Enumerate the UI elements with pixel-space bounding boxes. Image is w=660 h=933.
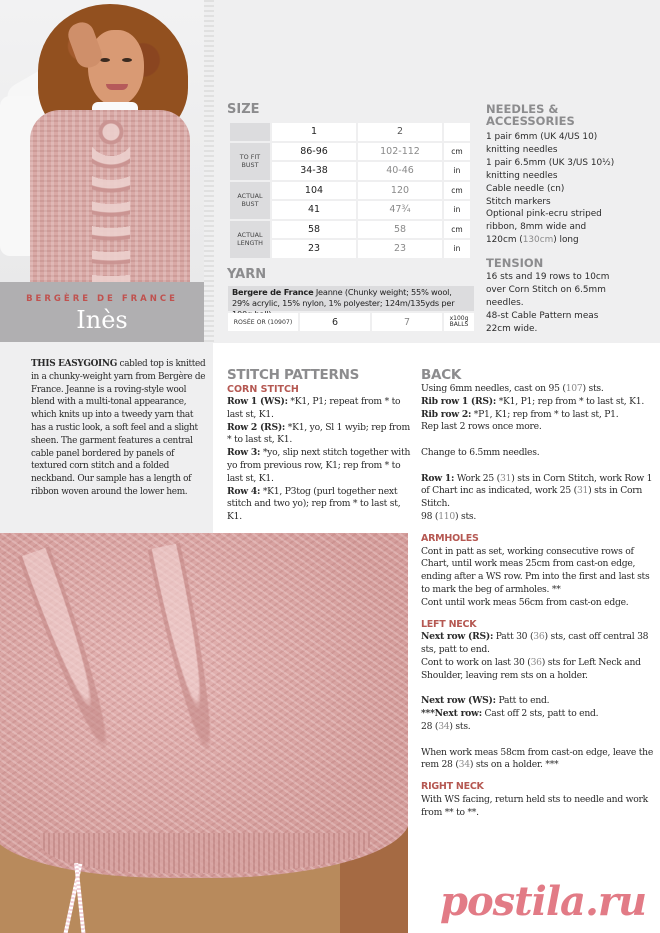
cable-detail bbox=[10, 543, 160, 842]
tension-line: 22cm wide. bbox=[486, 323, 538, 334]
tension-line: over Corn Stitch on 6.5mm bbox=[486, 284, 606, 295]
needles-list bbox=[486, 131, 656, 247]
corn-stitch-heading: CORN STITCH bbox=[227, 384, 299, 395]
left-neck-heading: LEFT NECK bbox=[421, 618, 477, 630]
size-label-cell bbox=[230, 123, 270, 141]
rib-row-1: Rib row 1 (RS): *K1, P1; rep from * to last st, K1. bbox=[421, 395, 645, 407]
tension-line: needles. bbox=[486, 297, 524, 308]
armholes-text-2: Cont until work meas 56cm from cast-on edge. bbox=[421, 596, 629, 608]
pattern-title: Inès bbox=[76, 306, 128, 334]
size-value-1: 34-38 bbox=[272, 162, 356, 180]
needles-item: Stitch markers bbox=[486, 196, 551, 207]
size-row bbox=[230, 143, 470, 161]
size-value-1: 23 bbox=[272, 240, 356, 258]
stitch-row: Row 2 (RS): *K1, yo, Sl 1 wyib; rep from * to last st, K1. bbox=[227, 421, 410, 446]
size-col-1: 1 bbox=[272, 123, 356, 141]
knit-fabric bbox=[0, 533, 408, 878]
needles-item: knitting needles bbox=[486, 170, 558, 181]
back-heading: BACK bbox=[421, 367, 462, 383]
size-unit: cm bbox=[444, 143, 470, 161]
intro-body: cabled top is knitted in a chunky-weight yarn from Bergère de France. Jeanne is a roving-style wool blend with a multi-tonal appearance, which knits up into a tweedy yarn that has a rustic look, a soft feel and a slight sheen. The garment features a central cable panel bordered by panels of textured corn stitch and a folded neckband. Our sample has a length of ribbon woven around the lower hem. bbox=[31, 359, 206, 497]
change-needles-instruction: Change to 6.5mm needles. bbox=[421, 446, 540, 458]
size-unit: cm bbox=[444, 221, 470, 239]
yarn-qty-size-2: 7 bbox=[372, 313, 442, 331]
cable-detail bbox=[139, 541, 250, 845]
size-value-1: 41 bbox=[272, 201, 356, 219]
size-group-label: ACTUAL BUST bbox=[230, 182, 270, 219]
tension-text bbox=[486, 271, 656, 336]
yarn-quantity-row bbox=[228, 313, 474, 331]
title-band bbox=[0, 282, 204, 342]
yarn-details: Jeanne (Chunky weight; 55% wool, 29% acrylic, 15% nylon, 1% polyester; 124m/135yds per bbox=[232, 287, 455, 308]
size-value-2: 58 bbox=[358, 221, 442, 239]
size-unit: in bbox=[444, 240, 470, 258]
left-neck-total: 28 (34) sts. bbox=[421, 720, 471, 732]
yarn-shade: ROSÉE OR (10907) bbox=[228, 313, 298, 331]
size-header-row bbox=[230, 123, 470, 141]
cable-panel bbox=[92, 120, 130, 282]
size-row bbox=[230, 221, 470, 239]
size-value-1: 86-96 bbox=[272, 143, 356, 161]
size-group-label: ACTUAL LENGTH bbox=[230, 221, 270, 258]
left-neck-continue: Cont to work on last 30 (36) sts for Left Neck and Shoulder, leaving rem sts on a holder. bbox=[421, 656, 641, 681]
cast-on-instruction: Using 6mm needles, cast on 95 (107) sts. bbox=[421, 383, 604, 394]
size-value-2: 40-46 bbox=[358, 162, 442, 180]
tension-line: 48-st Cable Pattern meas bbox=[486, 310, 599, 321]
intro-text bbox=[31, 358, 206, 499]
size-value-2: 120 bbox=[358, 182, 442, 200]
intro-panel bbox=[0, 343, 213, 533]
needles-item: Cable needle (cn) bbox=[486, 183, 565, 194]
needles-item: Optional pink-ecru striped bbox=[486, 209, 602, 220]
yarn-description bbox=[228, 286, 474, 311]
size-group-label: TO FIT BUST bbox=[230, 143, 270, 180]
left-neck-row-3: ***Next row: Cast off 2 sts, patt to end. bbox=[421, 708, 599, 720]
size-table bbox=[228, 121, 472, 260]
stitch-row: Row 3: *yo, slip next stitch together with yo from previous row, K1; rep from * to last st, K1. bbox=[227, 447, 411, 484]
yarn-brand: Bergere de France bbox=[232, 287, 314, 297]
brand-name: BERGÈRE DE FRANCE bbox=[26, 294, 178, 304]
stitch-total: 98 (110) sts. bbox=[421, 510, 477, 522]
tension-heading: TENSION bbox=[486, 256, 544, 270]
yarn-heading: YARN bbox=[227, 267, 267, 282]
stitch-patterns-heading: STITCH PATTERNS bbox=[227, 367, 359, 383]
size-row bbox=[230, 182, 470, 200]
armholes-text: Cont in patt as set, working consecutive rows of Chart, until work meas 25cm from cast-on edge, ending after a WS row. Pm into the first and last sts to mark the beg of armholes. ** bbox=[421, 545, 650, 595]
size-col-2: 2 bbox=[358, 123, 442, 141]
yarn-qty-size-1: 6 bbox=[300, 313, 370, 331]
size-unit: in bbox=[444, 162, 470, 180]
knit-detail-photo bbox=[0, 533, 408, 933]
stitch-row: Row 4: *K1, P3tog (purl together next stitch and two yo); rep from * to last st, K1. bbox=[227, 485, 401, 523]
eye bbox=[100, 58, 110, 62]
needles-item: 1 pair 6.5mm (UK 3/US 10½) bbox=[486, 157, 615, 168]
size-unit: cm bbox=[444, 182, 470, 200]
intro-lead: THIS EASYGOING bbox=[31, 359, 117, 369]
size-value-1: 104 bbox=[272, 182, 356, 200]
back-section bbox=[421, 368, 656, 820]
watermark-logo: postila.ru bbox=[440, 878, 647, 925]
row-1-instruction: Row 1: Work 25 (31) sts in Corn Stitch, work Row 1 of Chart inc as indicated, work 25 (31) sts in Corn Stitch. bbox=[421, 472, 653, 510]
eye bbox=[122, 58, 132, 62]
yarn-unit: x100g BALLS bbox=[444, 313, 474, 331]
unit-col bbox=[444, 123, 470, 141]
needles-item: 1 pair 6mm (UK 4/US 10) bbox=[486, 132, 598, 142]
mouth bbox=[106, 84, 128, 90]
stitch-row: Row 1 (WS): *K1, P1; repeat from * to last st, K1. bbox=[227, 396, 401, 420]
needles-item: 120cm (130cm) long bbox=[486, 235, 579, 246]
size-value-1: 58 bbox=[272, 221, 356, 239]
right-neck-text: With WS facing, return held sts to needle and work from ** to **. bbox=[421, 793, 648, 818]
tension-line: 16 sts and 19 rows to 10cm bbox=[486, 272, 610, 282]
needles-heading: NEEDLES & ACCESSORIES bbox=[486, 102, 575, 128]
rib-row-2: Rib row 2: *P1, K1; rep from * to last st, P1. bbox=[421, 408, 619, 420]
page-gutter bbox=[204, 0, 214, 343]
stitch-patterns-section bbox=[227, 368, 412, 524]
size-value-2: 47¾ bbox=[358, 201, 442, 219]
left-neck-row-2: Next row (WS): Patt to end. bbox=[421, 695, 550, 707]
size-unit: in bbox=[444, 201, 470, 219]
size-heading: SIZE bbox=[227, 102, 260, 117]
repeat-instruction: Rep last 2 rows once more. bbox=[421, 421, 542, 433]
model-photo bbox=[0, 0, 204, 282]
size-value-2: 102-112 bbox=[358, 143, 442, 161]
knitted-vest bbox=[30, 110, 190, 282]
armholes-heading: ARMHOLES bbox=[421, 532, 479, 544]
left-neck-row-1: Next row (RS): Patt 30 (36) sts, cast off central 38 sts, patt to end. bbox=[421, 631, 649, 656]
left-neck-holder: When work meas 58cm from cast-on edge, leave the rem 28 (34) sts on a holder. *** bbox=[421, 746, 654, 771]
size-value-2: 23 bbox=[358, 240, 442, 258]
right-neck-heading: RIGHT NECK bbox=[421, 781, 484, 793]
needles-item: ribbon, 8mm wide and bbox=[486, 222, 587, 233]
needles-item: knitting needles bbox=[486, 144, 558, 155]
